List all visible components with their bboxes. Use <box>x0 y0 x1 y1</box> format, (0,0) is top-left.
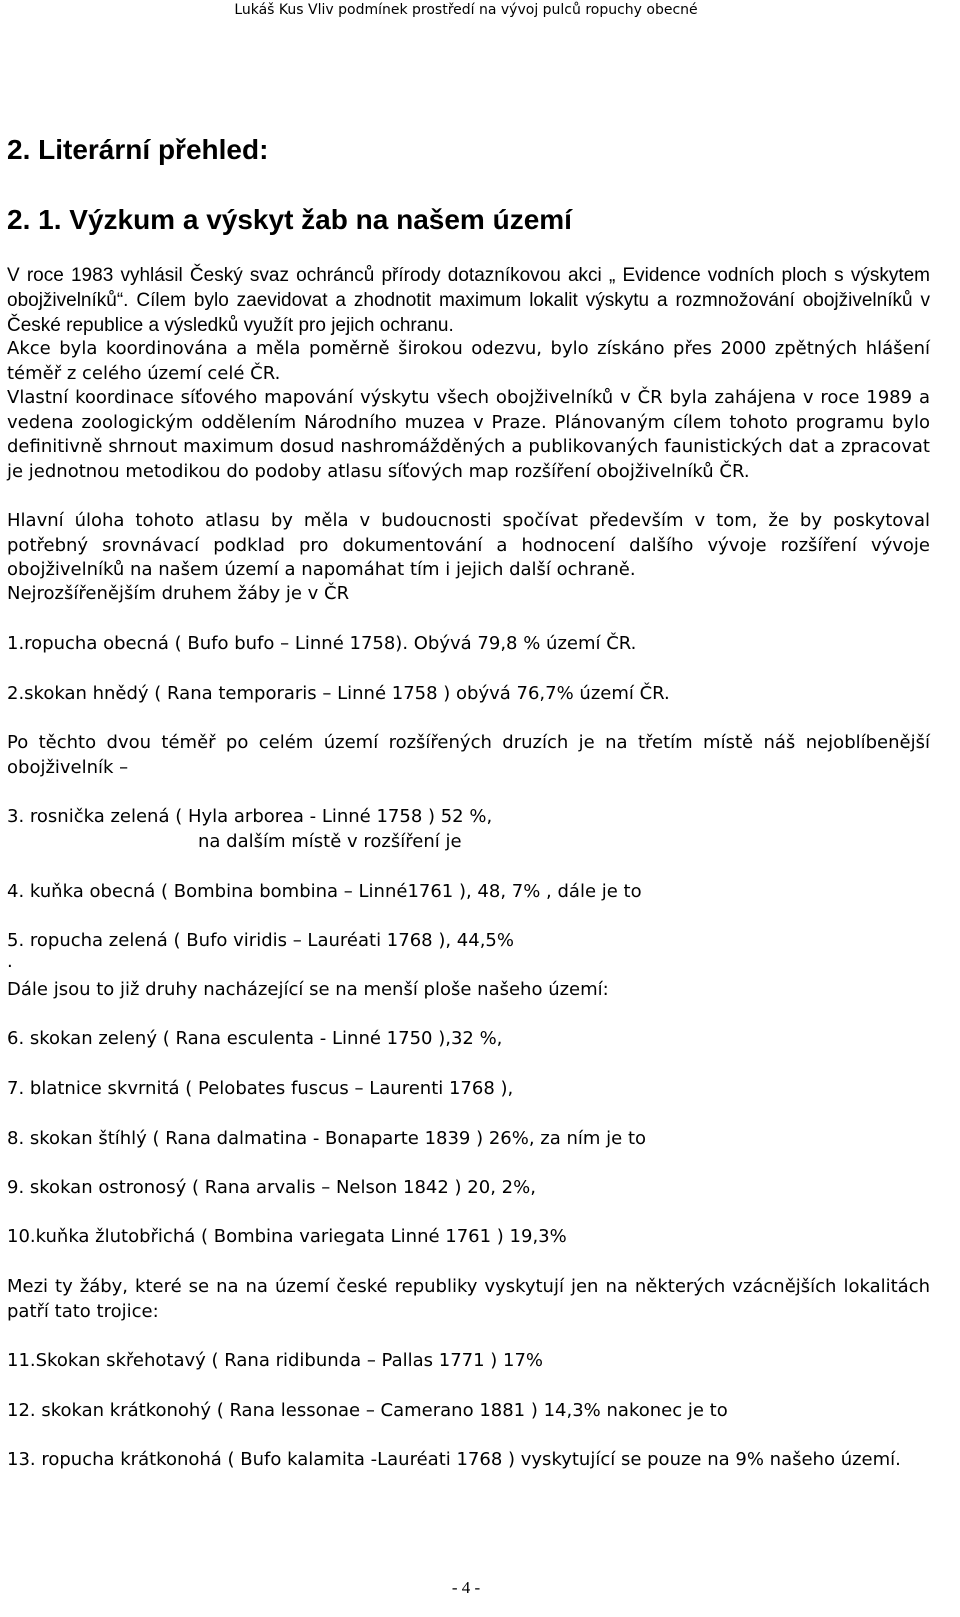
chapter-heading: 2. Literární přehled: <box>7 134 269 165</box>
intro-block <box>7 263 930 338</box>
intro-paragraph-2: Akce byla koordinována a měla poměrně širokou odezvu, bylo získáno přes 2000 zpětných hlášení téměř z celého území celé ČR. <box>7 338 930 384</box>
species-item-1: 1.ropucha obecná ( Bufo bufo – Linné 1758). Obývá 79,8 % území ČR. <box>7 633 637 654</box>
paragraph-atlas: Hlavní úloha tohoto atlasu by měla v budoucnosti spočívat především v tom, že by poskytoval potřebný srovnávací podklad pro dokumentování a hodnocení dalšího vývoje rozšíření vývoje obojživelníků na našem území a napomáhat tím i jejich další ochraně. <box>7 510 930 580</box>
species-item-3-continuation: na dalším místě v rozšíření je <box>198 831 462 852</box>
species-item-2: 2.skokan hnědý ( Rana temporaris – Linné 1758 ) obývá 76,7% území ČR. <box>7 683 670 704</box>
paragraph-third-place: Po těchto dvou téměř po celém území rozšířených druzích je na třetím místě náš nejoblíbenější obojživelník – <box>7 732 930 778</box>
species-item-8: 8. skokan štíhlý ( Rana dalmatina - Bonaparte 1839 ) 26%, za ním je to <box>7 1128 647 1149</box>
species-item-10: 10.kuňka žlutobřichá ( Bombina variegata Linné 1761 ) 19,3% <box>7 1226 567 1247</box>
species-item-13: 13. ropucha krátkonohá ( Bufo kalamita -Lauréati 1768 ) vyskytující se pouze na 9% našeho území. <box>7 1449 901 1470</box>
intro-paragraph-1: V roce 1983 vyhlásil Český svaz ochránců přírody dotazníkovou akci „ Evidence vodních ploch s výskytem obojživelníků“. Cílem bylo zaevidovat a zhodnotit maximum lokalit výskytu a rozmnožování obojživelníků v České republice a výsledků využít pro jejich ochranu. <box>7 265 930 336</box>
page-number: - 4 - <box>451 1578 481 1597</box>
species-item-9: 9. skokan ostronosý ( Rana arvalis – Nelson 1842 ) 20, 2%, <box>7 1177 536 1198</box>
species-item-3: 3. rosnička zelená ( Hyla arborea - Linné 1758 ) 52 %, <box>7 806 493 827</box>
paragraph-most-widespread: Nejrozšířenějším druhem žáby je v ČR <box>7 583 350 604</box>
paragraph-smaller-area: Dále jsou to již druhy nacházející se na menší ploše našeho území: <box>7 979 609 1000</box>
section-heading: 2. 1. Výzkum a výskyt žab na našem území <box>7 204 572 235</box>
paragraph-rare-trio: Mezi ty žáby, které se na na území české republiky vyskytují jen na některých vzácnějších lokalitách patří tato trojice: <box>7 1276 930 1322</box>
running-header: Lukáš Kus Vliv podmínek prostředí na vývoj pulců ropuchy obecné <box>234 2 698 18</box>
species-item-11: 11.Skokan skřehotavý ( Rana ridibunda – Pallas 1771 ) 17% <box>7 1350 544 1371</box>
species-item-6: 6. skokan zelený ( Rana esculenta - Linné 1750 ),32 %, <box>7 1028 503 1049</box>
species-item-7: 7. blatnice skvrnitá ( Pelobates fuscus – Laurenti 1768 ), <box>7 1078 514 1099</box>
stray-dot: . <box>7 951 13 972</box>
paragraph-mapping: Vlastní koordinace síťového mapování výskytu všech obojživelníků v ČR byla zahájena v roce 1989 a vedena zoologickým oddělením Národního muzea v Praze. Plánovaným cílem tohoto programu bylo definitivně shrnout maximum dosud nashromážděných a publikovaných faunistických dat a zpracovat je jednotnou metodikou do podoby atlasu síťových map rozšíření obojživelníků ČR. <box>7 387 930 482</box>
species-item-12: 12. skokan krátkonohý ( Rana lessonae – Camerano 1881 ) 14,3% nakonec je to <box>7 1400 728 1421</box>
species-item-4: 4. kuňka obecná ( Bombina bombina – Linné1761 ), 48, 7% , dále je to <box>7 881 642 902</box>
species-item-5: 5. ropucha zelená ( Bufo viridis – Lauréati 1768 ), 44,5% <box>7 930 514 951</box>
